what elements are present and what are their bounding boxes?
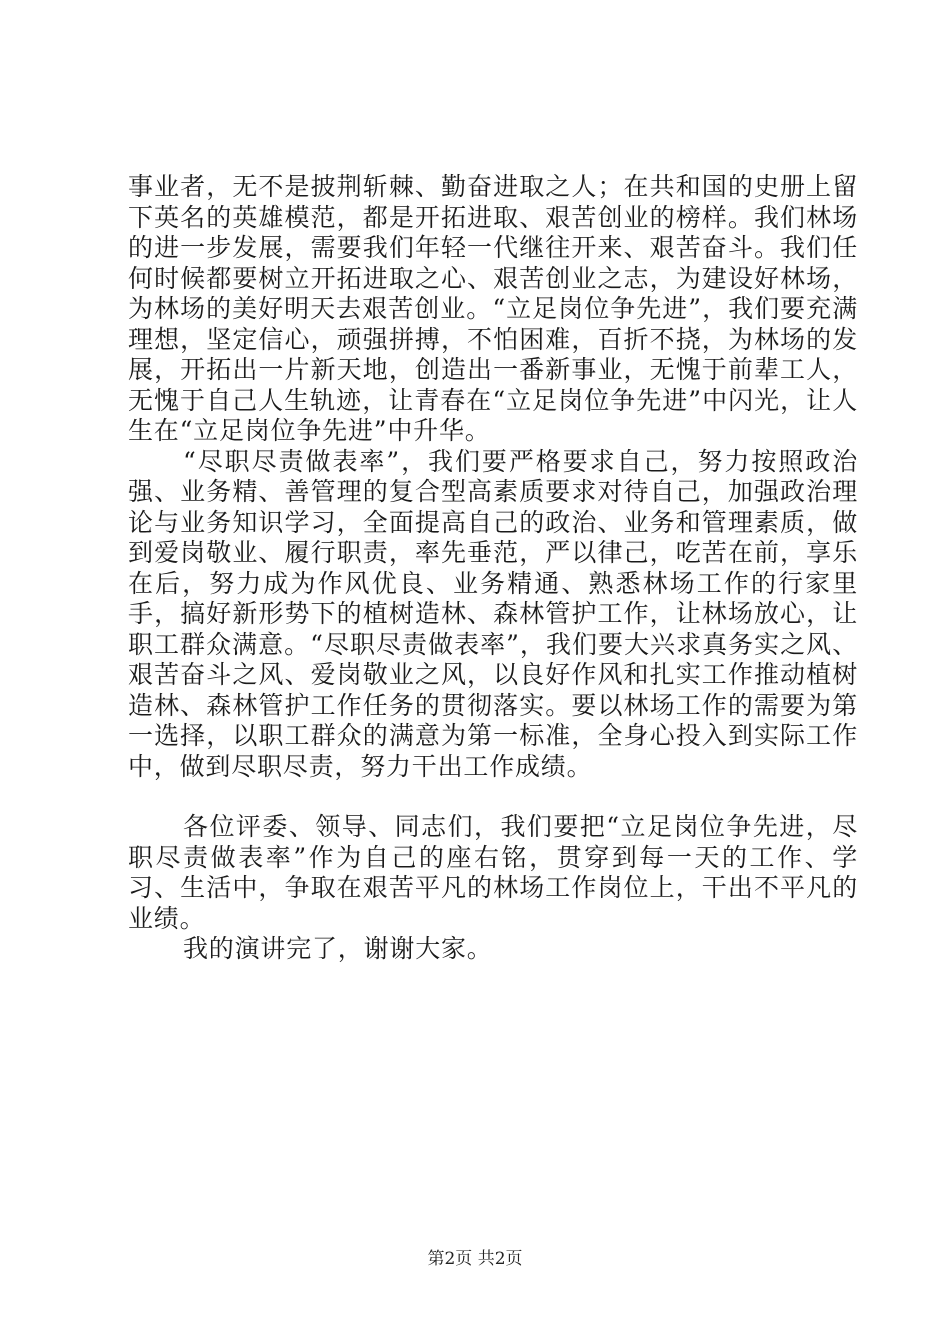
paragraph-thanks: 我的演讲完了，谢谢大家。: [183, 934, 493, 963]
paragraph-closing-appeal: 各位评委、领导、同志们，我们要把“立足岗位争先进，尽职尽责做表率”作为自己的座右铭，贯穿到每一天的工作、学习、生活中，争取在艰苦平凡的林场工作岗位上，干出不平凡的业绩。: [128, 812, 858, 933]
paragraph-responsibility: “尽职尽责做表率”，我们要严格要求自己，努力按照政治强、业务精、善管理的复合型高素质要求对待自己，加强政治理论与业务知识学习，全面提高自己的政治、业务和管理素质，做到爱岗敬业、履行职责，率先垂范，严以律己，吃苦在前，享乐在后，努力成为作风优良、业务精通、熟悉林场工作的行家里手，搞好新形势下的植树造林、森林管护工作，让林场放心，让职工群众满意。“尽职尽责做表率”，我们要大兴求真务实之风、艰苦奋斗之风、爱岗敬业之风，以良好作风和扎实工作推动植树造林、森林管护工作任务的贯彻落实。要以林场工作的需要为第一选择，以职工群众的满意为第一标准，全身心投入到实际工作中，做到尽职尽责，努力干出工作成绩。: [128, 446, 858, 781]
paragraph-continuation: 事业者，无不是披荆斩棘、勤奋进取之人；在共和国的史册上留下英名的英雄模范，都是开拓进取、艰苦创业的榜样。我们林场的进一步发展，需要我们年轻一代继往开来、艰苦奋斗。我们任何时候都要树立开拓进取之心、艰苦创业之志，为建设好林场，为林场的美好明天去艰苦创业。“立足岗位争先进”，我们要充满理想，坚定信心，顽强拼搏，不怕困难，百折不挠，为林场的发展，开拓出一片新天地，创造出一番新事业，无愧于前辈工人，无愧于自己人生轨迹，让青春在“立足岗位争先进”中闪光，让人生在“立足岗位争先进”中升华。: [128, 172, 858, 445]
document-body: [128, 172, 858, 965]
page-number-footer: 第2页 共2页: [427, 1249, 523, 1269]
